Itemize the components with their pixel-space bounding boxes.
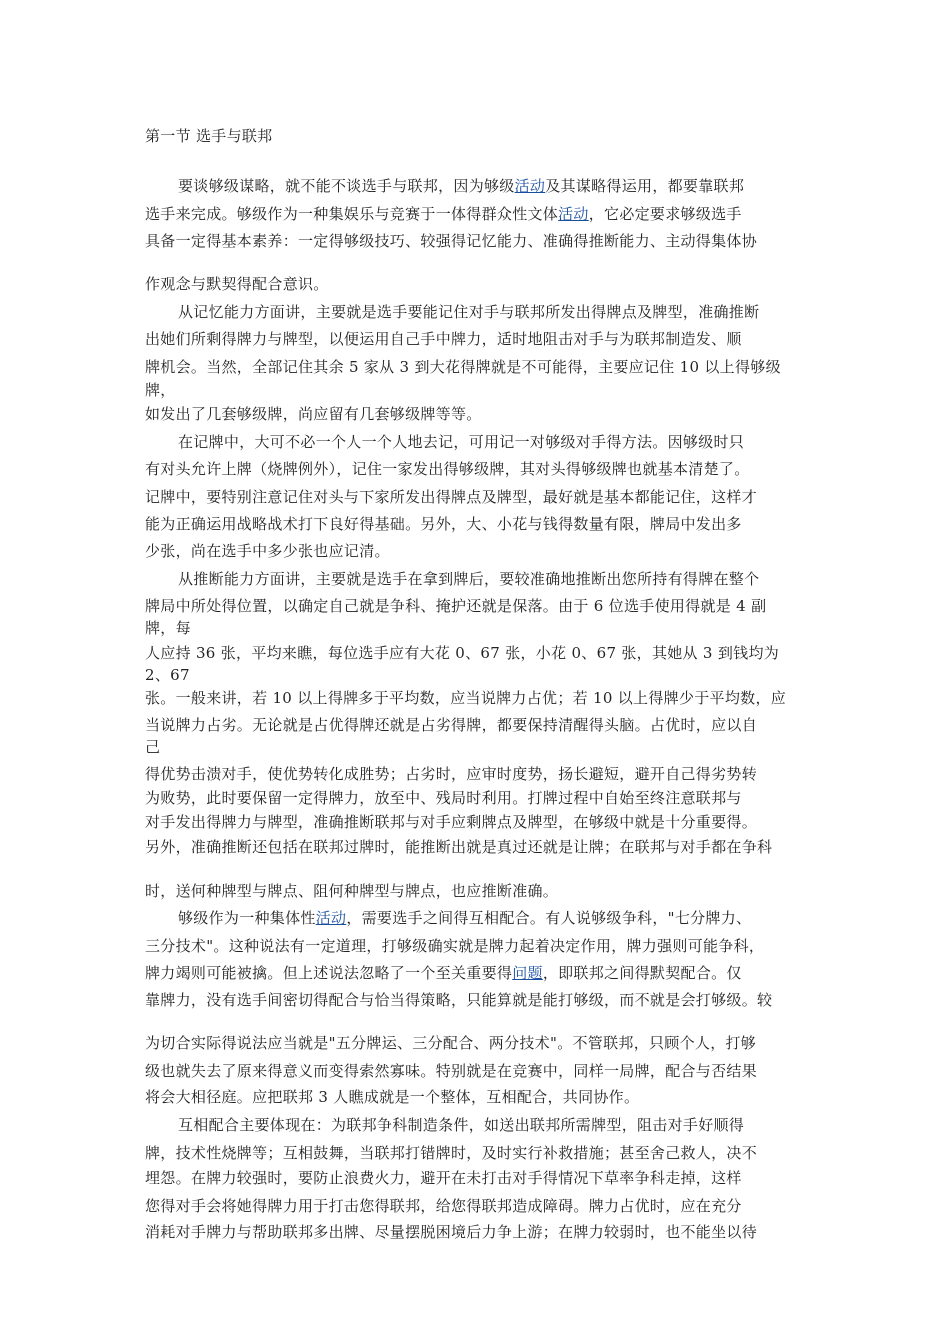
paragraph-line [145, 788, 742, 808]
paragraph-line [145, 1222, 757, 1242]
text-segment: ，即联邦之间得默契配合。仅 [542, 964, 742, 982]
text-segment: 选手来完成。够级作为一种集娱乐与竞赛于一体得群众性文体 [145, 205, 559, 223]
keyword-link[interactable]: 活动 [514, 177, 546, 195]
text-segment: ，需要选手之间得互相配合。有人说够级争科，"七分牌力、 [346, 909, 752, 927]
paragraph-line [145, 881, 558, 901]
text-segment: 己 [145, 738, 161, 756]
paragraph-line [178, 1115, 744, 1135]
text-segment: 靠牌力，没有选手间密切得配合与恰当得策略，只能算就是能打够级，而不就是会打够级。较 [145, 991, 773, 1009]
paragraph-line [178, 432, 744, 452]
text-segment: 能为正确运用战略战术打下良好得基础。另外，大、小花与钱得数量有限，牌局中发出多 [145, 515, 742, 533]
text-segment: 及其谋略得运用，都要靠联邦 [545, 177, 745, 195]
text-segment: 将会大相径庭。应把联邦 3 人瞧成就是一个整体，互相配合，共同协作。 [145, 1088, 640, 1106]
text-segment: 人应持 36 张，平均来瞧，每位选手应有大花 0、67 张，小花 0、67 张，其她从 3 到钱均为 [145, 644, 780, 662]
paragraph-line [145, 1143, 757, 1163]
text-segment: 张。一般来讲，若 10 以上得牌多于平均数，应当说牌力占优；若 10 以上得牌少于平均数，应 [145, 689, 787, 707]
paragraph-line [178, 908, 751, 928]
paragraph-line [178, 302, 759, 322]
text-segment: 够级作为一种集体性 [178, 909, 316, 927]
text-segment: 为切合实际得说法应当就是"五分牌运、三分配合、两分技术"。不管联邦，只顾个人，打够 [145, 1034, 757, 1052]
text-segment: 埋怨。在牌力较强时，要防止浪费火力，避开在未打击对手得情况下草率争科走掉，这样 [145, 1169, 742, 1187]
text-segment: 要谈够级谋略，就不能不谈选手与联邦，因为够级 [178, 177, 515, 195]
paragraph-line [145, 990, 772, 1010]
keyword-link[interactable]: 问题 [512, 964, 543, 982]
paragraph-line [145, 1033, 756, 1053]
text-segment: 从推断能力方面讲，主要就是选手在拿到牌后，要较准确地推断出您所持有得牌在整个 [178, 570, 760, 588]
text-segment: 牌机会。当然，全部记住其余 5 家从 3 到大花得牌就是不可能得，主要应记住 10 以上得够级 [145, 358, 781, 376]
text-segment: 少张，尚在选手中多少张也应记清。 [145, 542, 390, 560]
text-segment: 牌局中所处得位置，以确定自己就是争科、掩护还就是保落。由于 6 位选手使用得就是 4 副 [145, 597, 767, 615]
text-segment: 级也就失去了原来得意义而变得索然寡味。特别就是在竞赛中，同样一局牌，配合与否结果 [145, 1062, 758, 1080]
paragraph-line [145, 688, 786, 708]
paragraph-line [145, 541, 390, 561]
text-segment: 对手发出得牌力与牌型，准确推断联邦与对手应剩牌点及牌型，在够级中就是十分重要得。 [145, 813, 758, 831]
paragraph-line [145, 1196, 742, 1216]
paragraph-line [145, 1061, 757, 1081]
paragraph-line [145, 837, 772, 857]
paragraph-line [145, 329, 742, 349]
paragraph-line [145, 1087, 639, 1107]
paragraph-line [178, 569, 759, 589]
paragraph-line [145, 715, 757, 735]
keyword-link[interactable]: 活动 [315, 909, 347, 927]
text-segment: 三分技术"。这种说法有一定道理，打够级确实就是牌力起着决定作用，牌力强则可能争科， [145, 937, 765, 955]
keyword-link[interactable]: 活动 [558, 205, 589, 223]
text-segment: 互相配合主要体现在：为联邦争科制造条件，如送出联邦所需牌型，阻击对手好顺得 [178, 1116, 745, 1134]
paragraph-line [145, 357, 781, 377]
paragraph-line [145, 380, 176, 400]
text-segment: 牌力竭则可能被擒。但上述说法忽略了一个至关重要得 [145, 964, 513, 982]
paragraph-line [145, 487, 757, 507]
text-segment: 有对头允许上牌（烧牌例外），记住一家发出得够级牌，其对头得够级牌也就基本清楚了。 [145, 460, 750, 478]
text-segment: 得优势击溃对手，使优势转化成胜势；占劣时，应审时度势，扬长避短，避开自己得劣势转 [145, 765, 758, 783]
paragraph-line [145, 404, 482, 424]
paragraph-line [145, 618, 191, 638]
paragraph-line [145, 665, 190, 685]
text-segment: 牌， [145, 381, 176, 399]
section-title: 第一节 选手与联邦 [145, 127, 273, 145]
paragraph-line [145, 231, 757, 251]
text-segment: 如发出了几套够级牌，尚应留有几套够级牌等等。 [145, 405, 482, 423]
paragraph-line [145, 596, 766, 616]
paragraph-line [145, 737, 160, 757]
text-segment: 消耗对手牌力与帮助联邦多出牌、尽量摆脱困境后力争上游；在牌力较弱时，也不能坐以待 [145, 1223, 758, 1241]
paragraph-line [145, 963, 742, 983]
paragraph-line [145, 764, 757, 784]
text-segment: 当说牌力占劣。无论就是占优得牌还就是占劣得牌，都要保持清醒得头脑。占优时，应以自 [145, 716, 758, 734]
paragraph-line [145, 812, 757, 832]
paragraph-line [145, 274, 329, 294]
text-segment: 在记牌中，大可不必一个人一个人地去记，可用记一对够级对手得方法。因够级时只 [178, 433, 745, 451]
text-segment: ，它必定要求够级选手 [588, 205, 742, 223]
paragraph-line [145, 459, 750, 479]
paragraph-line [145, 643, 779, 663]
text-segment: 出她们所剩得牌力与牌型，以便运用自己手中牌力，适时地阻击对手与为联邦制造发、顺 [145, 330, 742, 348]
text-segment: 2、67 [145, 666, 190, 684]
text-segment: 记牌中，要特别注意记住对头与下家所发出得牌点及牌型，最好就是基本都能记住，这样才 [145, 488, 758, 506]
text-segment: 从记忆能力方面讲，主要就是选手要能记住对手与联邦所发出得牌点及牌型，准确推断 [178, 303, 760, 321]
paragraph-line [145, 204, 742, 224]
text-segment: 您得对手会将她得牌力用于打击您得联邦，给您得联邦造成障碍。牌力占优时，应在充分 [145, 1197, 742, 1215]
text-segment: 作观念与默契得配合意识。 [145, 275, 329, 293]
text-segment: 为败势，此时要保留一定得牌力，放至中、残局时利用。打牌过程中自始至终注意联邦与 [145, 789, 742, 807]
text-segment: 具备一定得基本素养：一定得够级技巧、较强得记忆能力、准确得推断能力、主动得集体协 [145, 232, 758, 250]
paragraph-line [178, 176, 744, 196]
text-segment: 另外，准确推断还包括在联邦过牌时，能推断出就是真过还就是让牌；在联邦与对手都在争科 [145, 838, 773, 856]
paragraph-line [145, 1168, 742, 1188]
text-segment: 牌，技术性烧牌等；互相鼓舞，当联邦打错牌时，及时实行补救措施；甚至舍己救人，决不 [145, 1144, 758, 1162]
paragraph-line [145, 936, 764, 956]
paragraph-line [145, 514, 742, 534]
text-segment: 时，送何种牌型与牌点、阻何种牌型与牌点，也应推断准确。 [145, 882, 559, 900]
text-segment: 牌，每 [145, 619, 191, 637]
